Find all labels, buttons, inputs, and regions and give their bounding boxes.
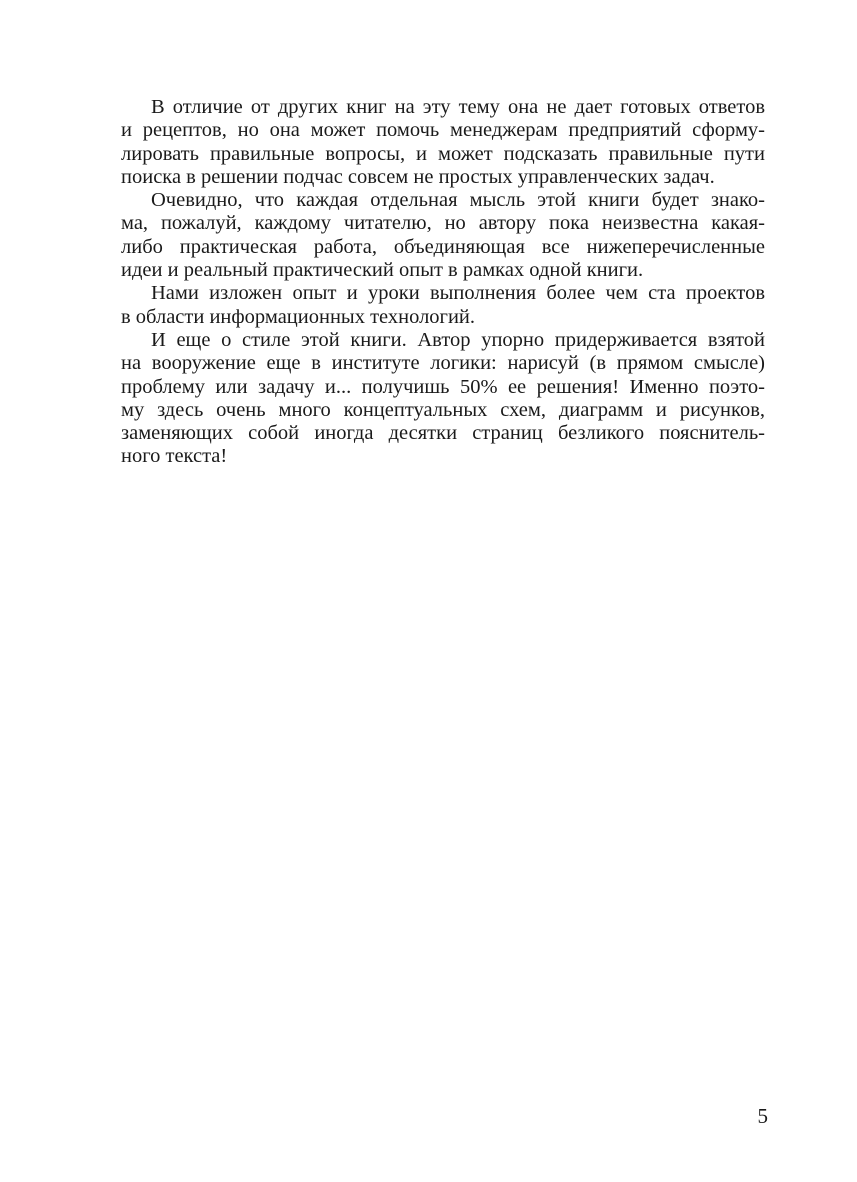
page-number: 5 xyxy=(757,1104,768,1128)
paragraph-2 xyxy=(121,189,765,282)
text-line: поиска в решении подчас совсем не простых управленческих задач. xyxy=(121,165,715,188)
paragraph-4 xyxy=(121,329,765,469)
paragraph-3 xyxy=(121,282,765,329)
paragraph-1 xyxy=(121,96,765,189)
text-line: проблему или задачу и... получишь 50% ее решения! Именно поэто- xyxy=(121,375,765,398)
text-line: В отличие от других книг на эту тему она не дает готовых ответов xyxy=(151,96,765,118)
text-line: и рецептов, но она может помочь менеджерам предприятий сформу- xyxy=(121,119,765,142)
text-line: ного текста! xyxy=(121,445,228,468)
text-line: либо практическая работа, объединяющая все нижеперечисленные xyxy=(121,235,765,258)
text-line: в области информационных технологий. xyxy=(121,305,476,328)
text-line: ма, пожалуй, каждому читателю, но автору пока неизвестна какая- xyxy=(121,212,765,235)
body-text xyxy=(121,96,765,469)
text-line: лировать правильные вопросы, и может подсказать правильные пути xyxy=(121,142,765,165)
text-line: заменяющих собой иногда десятки страниц безликого пояснитель- xyxy=(121,422,765,445)
text-line: Очевидно, что каждая отдельная мысль этой книги будет знако- xyxy=(151,189,765,212)
text-line: му здесь очень много концептуальных схем, диаграмм и рисунков, xyxy=(121,398,765,421)
text-line: на вооружение еще в институте логики: нарисуй (в прямом смысле) xyxy=(121,352,765,375)
text-line: И еще о стиле этой книги. Автор упорно придерживается взятой xyxy=(151,328,765,351)
text-line: идеи и реальный практический опыт в рамках одной книги. xyxy=(121,259,644,282)
text-line: Нами изложен опыт и уроки выполнения более чем ста проектов xyxy=(151,282,765,305)
